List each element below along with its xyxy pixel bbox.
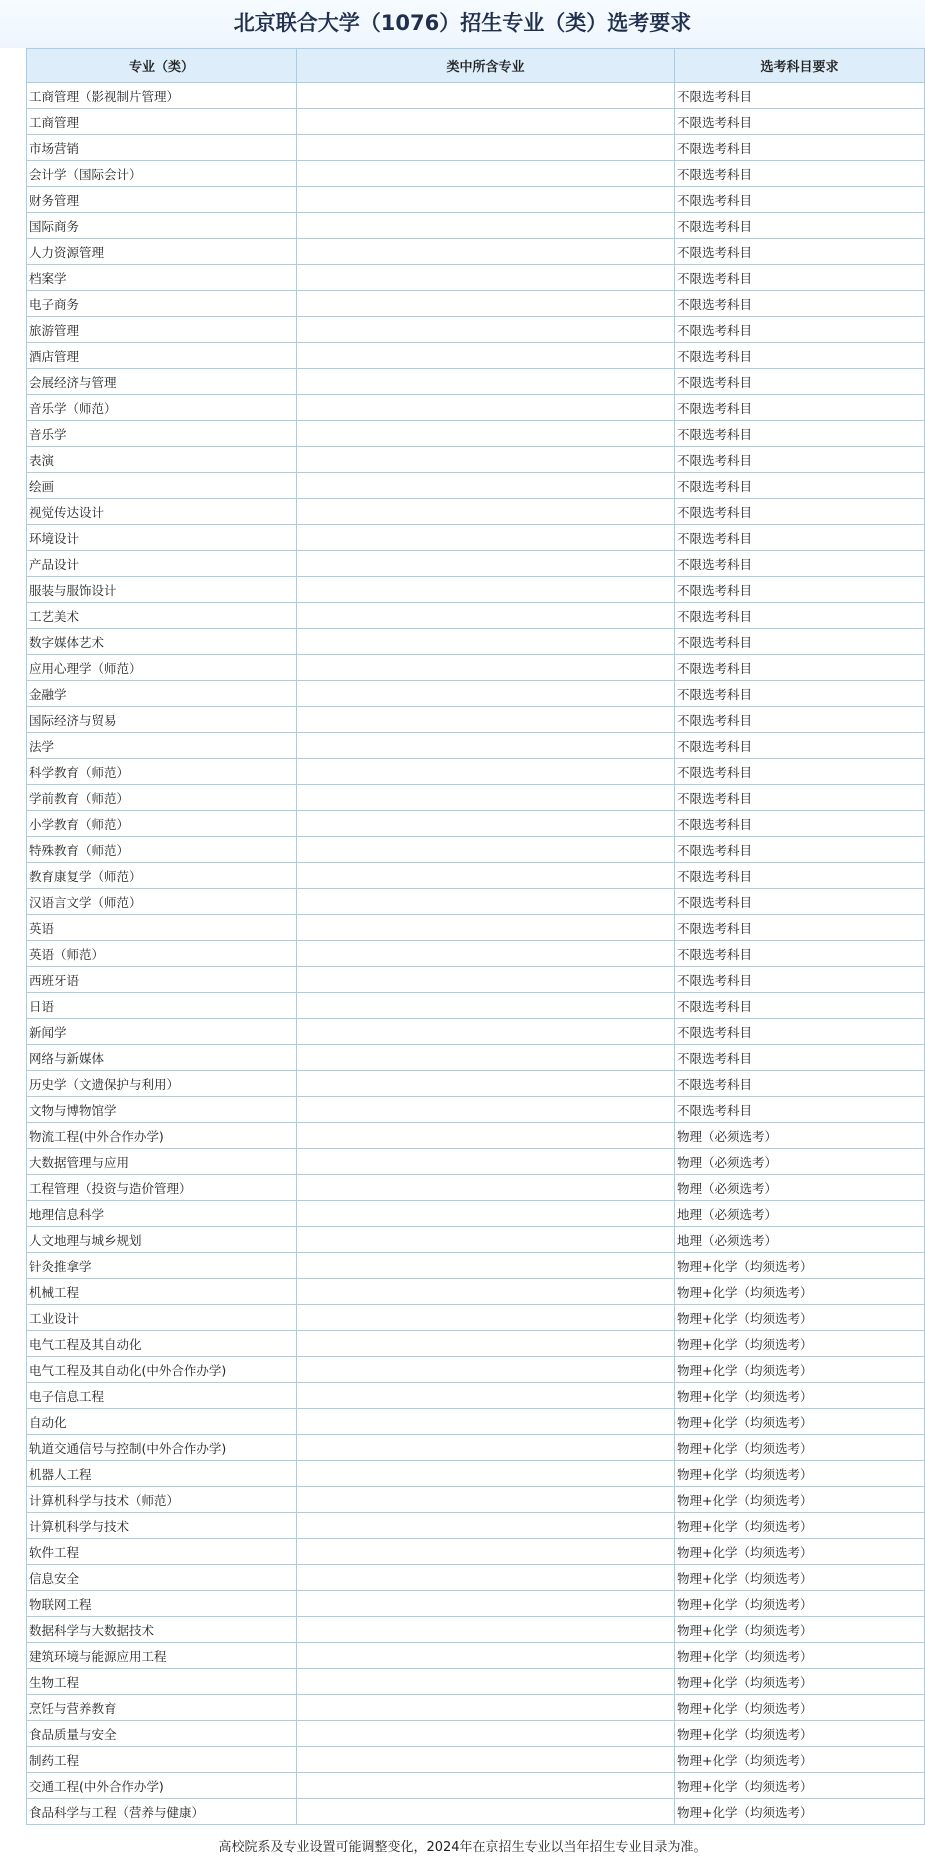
table-row	[27, 421, 925, 447]
cell-major: 会展经济与管理	[27, 369, 297, 395]
table-row	[27, 1643, 925, 1669]
table-row	[27, 811, 925, 837]
cell-major: 食品科学与工程（营养与健康）	[27, 1799, 297, 1825]
table-row	[27, 1487, 925, 1513]
cell-subject-requirement: 不限选考科目	[675, 473, 925, 499]
table-row	[27, 1591, 925, 1617]
cell-included-majors	[297, 1019, 675, 1045]
cell-included-majors	[297, 1331, 675, 1357]
cell-major: 工程管理（投资与造价管理）	[27, 1175, 297, 1201]
cell-major: 产品设计	[27, 551, 297, 577]
cell-major: 物联网工程	[27, 1591, 297, 1617]
cell-subject-requirement: 物理+化学（均须选考）	[675, 1331, 925, 1357]
table-row	[27, 1539, 925, 1565]
cell-subject-requirement: 不限选考科目	[675, 499, 925, 525]
cell-included-majors	[297, 135, 675, 161]
table-row	[27, 1409, 925, 1435]
table-row	[27, 655, 925, 681]
cell-subject-requirement: 不限选考科目	[675, 863, 925, 889]
cell-major: 视觉传达设计	[27, 499, 297, 525]
cell-major: 工艺美术	[27, 603, 297, 629]
table-row	[27, 395, 925, 421]
cell-included-majors	[297, 1253, 675, 1279]
cell-subject-requirement: 不限选考科目	[675, 629, 925, 655]
cell-subject-requirement: 不限选考科目	[675, 577, 925, 603]
cell-major: 建筑环境与能源应用工程	[27, 1643, 297, 1669]
cell-included-majors	[297, 603, 675, 629]
table-row	[27, 213, 925, 239]
table-row	[27, 239, 925, 265]
cell-major: 音乐学（师范）	[27, 395, 297, 421]
cell-included-majors	[297, 1071, 675, 1097]
cell-major: 电子信息工程	[27, 1383, 297, 1409]
cell-major: 工商管理	[27, 109, 297, 135]
cell-major: 英语	[27, 915, 297, 941]
cell-included-majors	[297, 577, 675, 603]
cell-subject-requirement: 不限选考科目	[675, 837, 925, 863]
cell-subject-requirement: 不限选考科目	[675, 1071, 925, 1097]
cell-included-majors	[297, 1487, 675, 1513]
cell-subject-requirement: 不限选考科目	[675, 239, 925, 265]
cell-included-majors	[297, 395, 675, 421]
cell-major: 教育康复学（师范）	[27, 863, 297, 889]
cell-included-majors	[297, 1513, 675, 1539]
table-row	[27, 473, 925, 499]
table-row	[27, 1305, 925, 1331]
cell-included-majors	[297, 1149, 675, 1175]
cell-major: 计算机科学与技术（师范）	[27, 1487, 297, 1513]
cell-subject-requirement: 物理（必须选考）	[675, 1149, 925, 1175]
table-row	[27, 187, 925, 213]
table-row	[27, 1383, 925, 1409]
cell-subject-requirement: 不限选考科目	[675, 759, 925, 785]
cell-subject-requirement: 物理+化学（均须选考）	[675, 1435, 925, 1461]
table-row	[27, 1747, 925, 1773]
cell-subject-requirement: 物理+化学（均须选考）	[675, 1539, 925, 1565]
table-header-row	[27, 49, 925, 83]
cell-subject-requirement: 不限选考科目	[675, 915, 925, 941]
cell-major: 会计学（国际会计）	[27, 161, 297, 187]
cell-subject-requirement: 不限选考科目	[675, 551, 925, 577]
cell-subject-requirement: 不限选考科目	[675, 291, 925, 317]
cell-major: 烹饪与营养教育	[27, 1695, 297, 1721]
cell-included-majors	[297, 1227, 675, 1253]
cell-subject-requirement: 物理+化学（均须选考）	[675, 1305, 925, 1331]
cell-subject-requirement: 不限选考科目	[675, 1045, 925, 1071]
cell-subject-requirement: 不限选考科目	[675, 369, 925, 395]
cell-subject-requirement: 物理+化学（均须选考）	[675, 1357, 925, 1383]
cell-major: 旅游管理	[27, 317, 297, 343]
cell-included-majors	[297, 1435, 675, 1461]
cell-major: 数字媒体艺术	[27, 629, 297, 655]
cell-included-majors	[297, 629, 675, 655]
cell-included-majors	[297, 1383, 675, 1409]
table-row	[27, 993, 925, 1019]
cell-included-majors	[297, 1045, 675, 1071]
cell-major: 科学教育（师范）	[27, 759, 297, 785]
table-row	[27, 1695, 925, 1721]
table-row	[27, 1721, 925, 1747]
table-row	[27, 1123, 925, 1149]
cell-subject-requirement: 物理+化学（均须选考）	[675, 1747, 925, 1773]
cell-subject-requirement: 不限选考科目	[675, 993, 925, 1019]
table-row	[27, 941, 925, 967]
cell-major: 西班牙语	[27, 967, 297, 993]
cell-subject-requirement: 不限选考科目	[675, 109, 925, 135]
cell-major: 生物工程	[27, 1669, 297, 1695]
cell-major: 学前教育（师范）	[27, 785, 297, 811]
cell-subject-requirement: 不限选考科目	[675, 213, 925, 239]
cell-included-majors	[297, 1409, 675, 1435]
cell-major: 电气工程及其自动化(中外合作办学)	[27, 1357, 297, 1383]
table-row	[27, 1331, 925, 1357]
cell-subject-requirement: 物理+化学（均须选考）	[675, 1721, 925, 1747]
table-row	[27, 1461, 925, 1487]
cell-subject-requirement: 不限选考科目	[675, 1097, 925, 1123]
cell-included-majors	[297, 1773, 675, 1799]
cell-major: 新闻学	[27, 1019, 297, 1045]
cell-included-majors	[297, 889, 675, 915]
cell-included-majors	[297, 525, 675, 551]
cell-included-majors	[297, 369, 675, 395]
cell-included-majors	[297, 291, 675, 317]
cell-included-majors	[297, 1201, 675, 1227]
table-row	[27, 759, 925, 785]
cell-subject-requirement: 不限选考科目	[675, 187, 925, 213]
cell-major: 软件工程	[27, 1539, 297, 1565]
table-row	[27, 681, 925, 707]
cell-included-majors	[297, 811, 675, 837]
cell-subject-requirement: 物理+化学（均须选考）	[675, 1695, 925, 1721]
cell-included-majors	[297, 707, 675, 733]
cell-included-majors	[297, 681, 675, 707]
table-row	[27, 707, 925, 733]
table-row	[27, 863, 925, 889]
cell-included-majors	[297, 655, 675, 681]
cell-subject-requirement: 不限选考科目	[675, 603, 925, 629]
cell-included-majors	[297, 863, 675, 889]
cell-included-majors	[297, 83, 675, 109]
cell-included-majors	[297, 187, 675, 213]
cell-included-majors	[297, 317, 675, 343]
cell-included-majors	[297, 1175, 675, 1201]
cell-subject-requirement: 物理（必须选考）	[675, 1175, 925, 1201]
footnote: 高校院系及专业设置可能调整变化，2024年在京招生专业以当年招生专业目录为准。	[218, 1840, 707, 1855]
cell-subject-requirement: 不限选考科目	[675, 135, 925, 161]
cell-subject-requirement: 不限选考科目	[675, 785, 925, 811]
table-row	[27, 577, 925, 603]
cell-major: 汉语言文学（师范）	[27, 889, 297, 915]
cell-subject-requirement: 不限选考科目	[675, 317, 925, 343]
cell-major: 人力资源管理	[27, 239, 297, 265]
table-row	[27, 1175, 925, 1201]
cell-major: 工商管理（影视制片管理）	[27, 83, 297, 109]
cell-subject-requirement: 不限选考科目	[675, 1019, 925, 1045]
cell-major: 地理信息科学	[27, 1201, 297, 1227]
cell-major: 历史学（文遗保护与利用）	[27, 1071, 297, 1097]
table-row	[27, 369, 925, 395]
table-row	[27, 551, 925, 577]
cell-subject-requirement: 物理+化学（均须选考）	[675, 1487, 925, 1513]
cell-major: 国际经济与贸易	[27, 707, 297, 733]
table-row	[27, 1201, 925, 1227]
cell-included-majors	[297, 447, 675, 473]
cell-included-majors	[297, 239, 675, 265]
cell-included-majors	[297, 499, 675, 525]
cell-included-majors	[297, 837, 675, 863]
cell-included-majors	[297, 421, 675, 447]
table-row	[27, 1253, 925, 1279]
cell-subject-requirement: 物理+化学（均须选考）	[675, 1383, 925, 1409]
cell-major: 财务管理	[27, 187, 297, 213]
cell-included-majors	[297, 551, 675, 577]
table-row	[27, 603, 925, 629]
table-row	[27, 343, 925, 369]
cell-included-majors	[297, 993, 675, 1019]
cell-subject-requirement: 物理+化学（均须选考）	[675, 1669, 925, 1695]
cell-subject-requirement: 物理+化学（均须选考）	[675, 1799, 925, 1825]
cell-included-majors	[297, 1617, 675, 1643]
cell-included-majors	[297, 1643, 675, 1669]
table-row	[27, 1669, 925, 1695]
table-row	[27, 1019, 925, 1045]
cell-included-majors	[297, 967, 675, 993]
cell-major: 制药工程	[27, 1747, 297, 1773]
cell-subject-requirement: 不限选考科目	[675, 941, 925, 967]
table-row	[27, 1357, 925, 1383]
cell-subject-requirement: 物理（必须选考）	[675, 1123, 925, 1149]
cell-subject-requirement: 地理（必须选考）	[675, 1201, 925, 1227]
cell-subject-requirement: 不限选考科目	[675, 681, 925, 707]
table-row	[27, 967, 925, 993]
cell-major: 自动化	[27, 1409, 297, 1435]
cell-included-majors	[297, 1097, 675, 1123]
cell-major: 人文地理与城乡规划	[27, 1227, 297, 1253]
cell-included-majors	[297, 915, 675, 941]
cell-subject-requirement: 不限选考科目	[675, 265, 925, 291]
cell-included-majors	[297, 109, 675, 135]
cell-major: 机械工程	[27, 1279, 297, 1305]
cell-included-majors	[297, 1123, 675, 1149]
cell-included-majors	[297, 733, 675, 759]
cell-major: 数据科学与大数据技术	[27, 1617, 297, 1643]
cell-included-majors	[297, 785, 675, 811]
cell-subject-requirement: 不限选考科目	[675, 967, 925, 993]
table-row	[27, 1227, 925, 1253]
column-header-major: 专业（类）	[27, 49, 297, 83]
cell-major: 物流工程(中外合作办学)	[27, 1123, 297, 1149]
cell-major: 环境设计	[27, 525, 297, 551]
cell-included-majors	[297, 1721, 675, 1747]
table-row	[27, 889, 925, 915]
cell-major: 应用心理学（师范）	[27, 655, 297, 681]
cell-subject-requirement: 不限选考科目	[675, 707, 925, 733]
table-row	[27, 1513, 925, 1539]
cell-subject-requirement: 物理+化学（均须选考）	[675, 1253, 925, 1279]
table-row	[27, 1773, 925, 1799]
table-row	[27, 1097, 925, 1123]
cell-major: 计算机科学与技术	[27, 1513, 297, 1539]
table-row	[27, 733, 925, 759]
table-row	[27, 265, 925, 291]
table-row	[27, 837, 925, 863]
cell-included-majors	[297, 1357, 675, 1383]
cell-subject-requirement: 物理+化学（均须选考）	[675, 1773, 925, 1799]
cell-included-majors	[297, 1461, 675, 1487]
column-header-subject-requirement: 选考科目要求	[675, 49, 925, 83]
table-row	[27, 447, 925, 473]
cell-subject-requirement: 不限选考科目	[675, 733, 925, 759]
cell-included-majors	[297, 1669, 675, 1695]
cell-included-majors	[297, 941, 675, 967]
table-row	[27, 291, 925, 317]
cell-major: 酒店管理	[27, 343, 297, 369]
table-row	[27, 629, 925, 655]
cell-major: 电子商务	[27, 291, 297, 317]
cell-included-majors	[297, 343, 675, 369]
cell-subject-requirement: 物理+化学（均须选考）	[675, 1565, 925, 1591]
cell-included-majors	[297, 759, 675, 785]
cell-subject-requirement: 物理+化学（均须选考）	[675, 1617, 925, 1643]
cell-subject-requirement: 物理+化学（均须选考）	[675, 1591, 925, 1617]
cell-subject-requirement: 不限选考科目	[675, 421, 925, 447]
table-row	[27, 161, 925, 187]
cell-subject-requirement: 物理+化学（均须选考）	[675, 1279, 925, 1305]
cell-major: 法学	[27, 733, 297, 759]
cell-included-majors	[297, 1279, 675, 1305]
table-row	[27, 317, 925, 343]
cell-included-majors	[297, 1305, 675, 1331]
table-body	[27, 83, 925, 1825]
table-row	[27, 1071, 925, 1097]
cell-included-majors	[297, 265, 675, 291]
cell-major: 表演	[27, 447, 297, 473]
cell-major: 音乐学	[27, 421, 297, 447]
cell-major: 文物与博物馆学	[27, 1097, 297, 1123]
cell-subject-requirement: 不限选考科目	[675, 655, 925, 681]
column-header-included-majors: 类中所含专业	[297, 49, 675, 83]
table-row	[27, 109, 925, 135]
cell-major: 英语（师范）	[27, 941, 297, 967]
table-row	[27, 1565, 925, 1591]
table-row	[27, 1279, 925, 1305]
cell-subject-requirement: 不限选考科目	[675, 343, 925, 369]
cell-included-majors	[297, 1747, 675, 1773]
cell-major: 轨道交通信号与控制(中外合作办学)	[27, 1435, 297, 1461]
cell-major: 工业设计	[27, 1305, 297, 1331]
cell-included-majors	[297, 1539, 675, 1565]
cell-subject-requirement: 不限选考科目	[675, 395, 925, 421]
page-title: 北京联合大学（1076）招生专业（类）选考要求	[0, 0, 925, 48]
cell-subject-requirement: 不限选考科目	[675, 811, 925, 837]
cell-major: 特殊教育（师范）	[27, 837, 297, 863]
cell-major: 大数据管理与应用	[27, 1149, 297, 1175]
table-row	[27, 525, 925, 551]
cell-subject-requirement: 地理（必须选考）	[675, 1227, 925, 1253]
table-row	[27, 1799, 925, 1825]
cell-major: 日语	[27, 993, 297, 1019]
cell-included-majors	[297, 1799, 675, 1825]
cell-subject-requirement: 物理+化学（均须选考）	[675, 1513, 925, 1539]
cell-subject-requirement: 不限选考科目	[675, 889, 925, 915]
table-row	[27, 1617, 925, 1643]
cell-included-majors	[297, 1695, 675, 1721]
cell-major: 交通工程(中外合作办学)	[27, 1773, 297, 1799]
cell-major: 食品质量与安全	[27, 1721, 297, 1747]
cell-major: 电气工程及其自动化	[27, 1331, 297, 1357]
cell-subject-requirement: 物理+化学（均须选考）	[675, 1409, 925, 1435]
cell-major: 金融学	[27, 681, 297, 707]
table-row	[27, 785, 925, 811]
table-row	[27, 1435, 925, 1461]
cell-subject-requirement: 不限选考科目	[675, 83, 925, 109]
cell-major: 市场营销	[27, 135, 297, 161]
cell-major: 服装与服饰设计	[27, 577, 297, 603]
cell-major: 针灸推拿学	[27, 1253, 297, 1279]
cell-subject-requirement: 物理+化学（均须选考）	[675, 1643, 925, 1669]
cell-subject-requirement: 不限选考科目	[675, 447, 925, 473]
table-row	[27, 1149, 925, 1175]
cell-included-majors	[297, 161, 675, 187]
cell-major: 档案学	[27, 265, 297, 291]
cell-major: 国际商务	[27, 213, 297, 239]
cell-included-majors	[297, 213, 675, 239]
cell-major: 信息安全	[27, 1565, 297, 1591]
cell-subject-requirement: 不限选考科目	[675, 525, 925, 551]
cell-major: 机器人工程	[27, 1461, 297, 1487]
cell-major: 网络与新媒体	[27, 1045, 297, 1071]
table-row	[27, 135, 925, 161]
table-row	[27, 1045, 925, 1071]
cell-included-majors	[297, 473, 675, 499]
cell-subject-requirement: 不限选考科目	[675, 161, 925, 187]
table-row	[27, 499, 925, 525]
cell-major: 小学教育（师范）	[27, 811, 297, 837]
cell-included-majors	[297, 1591, 675, 1617]
cell-subject-requirement: 物理+化学（均须选考）	[675, 1461, 925, 1487]
table-row	[27, 83, 925, 109]
requirements-table	[26, 48, 925, 1825]
cell-major: 绘画	[27, 473, 297, 499]
cell-included-majors	[297, 1565, 675, 1591]
table-row	[27, 915, 925, 941]
